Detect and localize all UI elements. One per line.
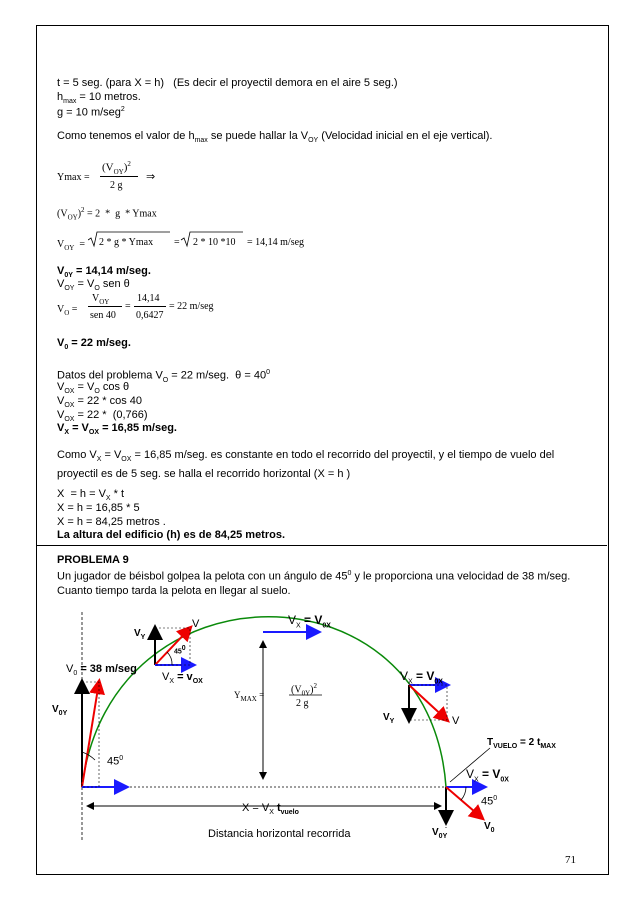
label-v0: $V_0 = 38$ m/seg xyxy=(66,663,137,678)
eq-vo-den1: sen 40 xyxy=(90,310,116,321)
label-ymax-num: $(V_{0Y})^2$ xyxy=(291,682,317,698)
eq-voy-res: = 14,14 m/seg xyxy=(247,237,305,248)
eq-voy-lhs: $V_{OY}$ = xyxy=(57,239,85,252)
implies-symbol: ⇒ xyxy=(146,171,156,183)
eq-voy-sqrt2: 2 * 10 *10 xyxy=(193,237,236,248)
eq-vo-res: = 22 m/seg xyxy=(169,301,214,312)
eq-ymax-den: 2 g xyxy=(110,180,123,191)
line-x-1: $X = h = V_X * t$ xyxy=(57,488,125,503)
label-angle-end: $45^0$ xyxy=(481,795,498,808)
v0-arrow xyxy=(82,682,99,787)
problem-title: PROBLEMA 9 xyxy=(57,554,129,566)
label-vy-right: $V_Y$ xyxy=(383,712,395,725)
label-angle-top: $45^0$ xyxy=(174,645,186,656)
line-conclusion: La altura del edificio (h) es de 84,25 metros. xyxy=(57,529,286,541)
line-vox-3: $V_{OX} = 22 * (0,766)$ xyxy=(57,409,148,424)
label-vx-top-left: $V_X = v_{OX}$ xyxy=(162,671,203,686)
paragraph-como-vx: Como $V_X = V_{OX} = 16,85$ m/seg. es constante en todo el recorrido del proyectil, y el tiempo de vuelo del proyectil es de 5 seg. se halla el recorrido horizontal (X = h ) xyxy=(57,449,555,481)
line-vox-2: $V_{OX} = 22 * \cos 40$ xyxy=(57,395,143,410)
label-vx-peak: $V_X = V_{0X}$ xyxy=(288,613,331,630)
line-t: t = 5 seg. (para X = h) (Es decir el proyectil demora en el aire 5 seg.) xyxy=(57,77,398,89)
angle-arc-top xyxy=(167,652,172,665)
label-v-top: V xyxy=(192,618,200,630)
label-v0y-end: $V_{0Y}$ xyxy=(432,827,448,840)
label-tvuelo: $T_{VUELO} = 2$ $t_{MAX}$ xyxy=(487,737,556,750)
eq-voy-sq: $(V_{OY})^2 = 2 * g * Ymax$ xyxy=(57,206,157,222)
page-number: 71 xyxy=(565,854,576,866)
label-ymax-den: 2 g xyxy=(296,698,309,709)
line-hmax: $h_{max} = 10$ metros. xyxy=(57,91,141,106)
label-v0-end: $V_0$ xyxy=(484,821,495,834)
label-angle-left: $45^0$ xyxy=(107,755,124,768)
label-vx-right: $V_X = V_{0X}$ xyxy=(400,669,443,686)
label-ymax-lhs: $Y_{MAX}$ = xyxy=(234,690,265,703)
line-x-2: X = h = 16,85 * 5 xyxy=(57,502,140,514)
line-vx-result: $V_X = V_{OX} = 16,85$ m/seg. xyxy=(57,422,177,437)
eq-vo-den2: 0,6427 xyxy=(136,310,164,321)
line-datos: Datos del problema $V_O = 22$ m/seg. $\theta = 40^0$ xyxy=(57,369,270,384)
angle-arc-end xyxy=(461,787,466,800)
label-x-formula: $X = V_X$ $t_{vuelo}$ xyxy=(242,802,299,817)
line-como: Como tenemos el valor de $h_{max}$ se puede hallar la $V_{OY}$ (Velocidad inicial en el eje vertical). xyxy=(57,130,493,145)
eq-voy-sqrt1: 2 * g * Ymax xyxy=(99,237,154,248)
eq-vo-num1: $V_{OY}$ xyxy=(92,293,110,306)
eq-voy-eq: = xyxy=(174,237,180,248)
line-g: g = 10 m/seg$^2$ xyxy=(57,106,125,119)
eq-ymax-lhs: Ymax = xyxy=(57,172,90,183)
line-vox-1: $V_{OX} = V_O$ cos θ xyxy=(57,381,130,396)
label-v0y-left: $V_{0Y}$ xyxy=(52,704,68,717)
problem-text: Un jugador de béisbol golpea la pelota con un ángulo de $45^0$ y le proporciona una velocidad de 38 m/seg. Cuanto tiempo tarda la pelota en llegar al suelo. xyxy=(57,570,571,597)
line-v0y-result: $V_{0Y} = 14,14$ m/seg. xyxy=(57,265,151,280)
line-voy-sen: $V_{OY} = V_O$ sen θ xyxy=(57,278,130,293)
label-vx-end: $V_X = V_{0X}$ xyxy=(466,767,509,784)
eq-vo-num2: 14,14 xyxy=(137,293,160,304)
v0-arrow-end xyxy=(446,787,482,818)
line-v0-result: $V_0 = 22$ m/seg. xyxy=(57,337,131,352)
eq-eq-sign: = xyxy=(125,301,131,312)
eq-vo-lhs: $V_O$ = xyxy=(57,304,78,317)
eq-ymax-num: $(V_{OY})^2$ xyxy=(102,160,131,176)
line-x-3: X = h = 84,25 metros . xyxy=(57,516,166,528)
label-vy-top: $V_Y$ xyxy=(134,628,146,641)
label-v-right: V xyxy=(452,715,460,727)
label-distance: Distancia horizontal recorrida xyxy=(208,828,351,840)
